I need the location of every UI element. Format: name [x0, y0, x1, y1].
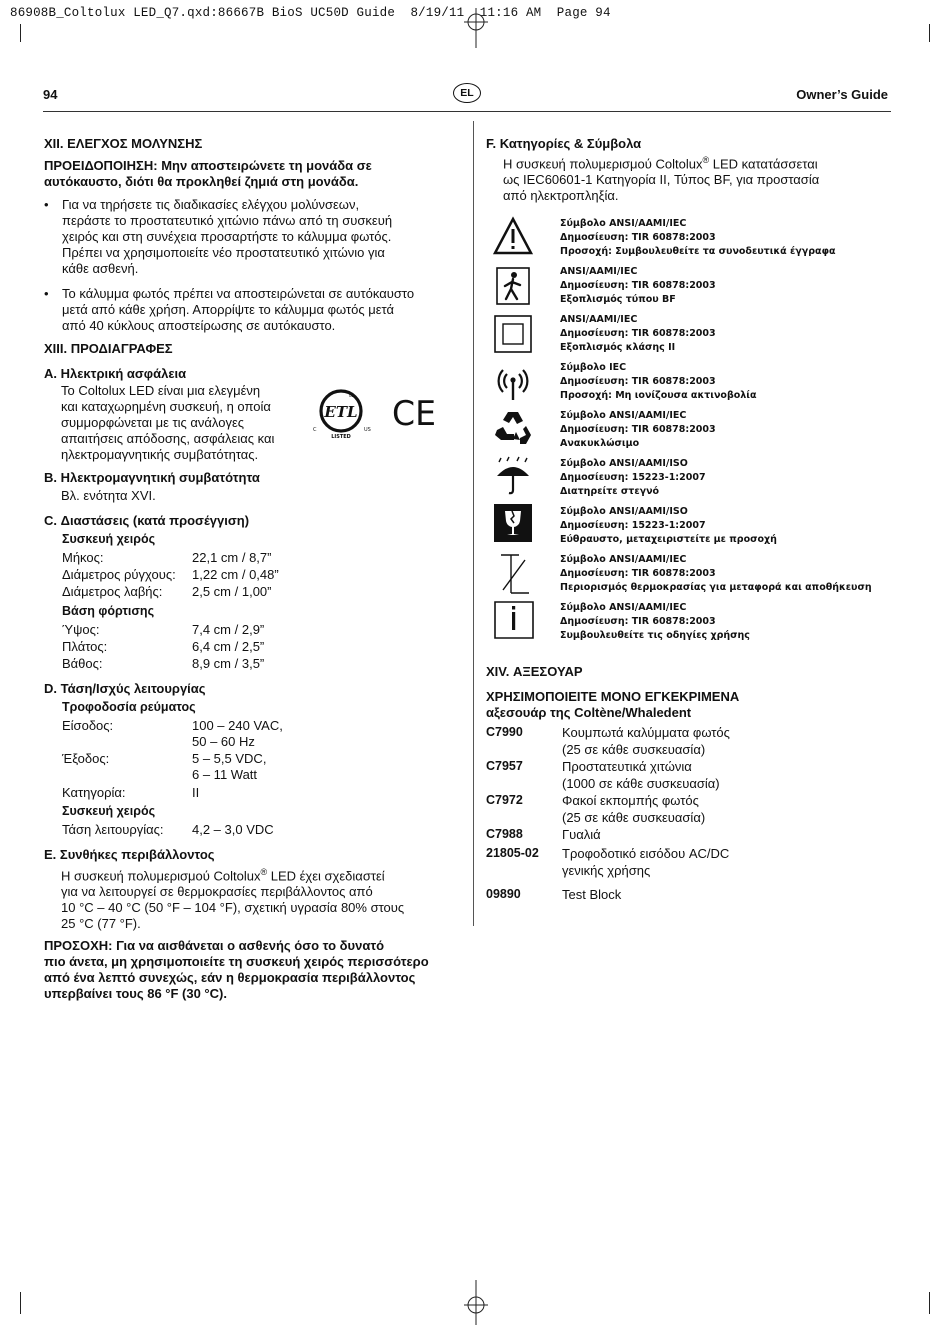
column-divider: [473, 121, 474, 926]
accessories-subtitle: ΧΡΗΣΙΜΟΠΟΙΕΙΤΕ ΜΟΝΟ ΕΓΚΕΚΡΙΜΕΝΑ: [486, 689, 740, 704]
symbol-caption: ANSI/AAMI/IEC Δημοσίευση: TIR 60878:2003 Εξοπλισμός τύπου BF: [560, 266, 716, 305]
spec-label: Είσοδος:: [62, 718, 114, 733]
warning-triangle-icon: [493, 216, 533, 256]
spec-label: Έξοδος:: [62, 751, 110, 766]
warning-line: ΠΡΟΕΙΔΟΠΟΙΗΣΗ: Μην αποστειρώνετε τη μονάδα σε: [44, 158, 372, 173]
spec-label: Κατηγορία:: [62, 785, 126, 800]
etl-tiny-text: us: [349, 393, 354, 398]
environment-text: Η συσκευή πολυμερισμού Coltolux® LED έχει σχεδιαστεί για να λειτουργεί σε θερμοκρασίες περιβάλλοντος από 10 °C – 40 °C (50 °F – 104 °F), σχετική υγρασία 80% στους 25 °C (77 °F).: [61, 867, 405, 932]
file-slug: 86908B_Coltolux LED_Q7.qxd:86667B BioS UC50D Guide 8/19/11 11:16 AM Page 94: [10, 6, 611, 20]
accessory-description: Test Block: [562, 887, 622, 902]
accessory-code: C7988: [486, 827, 523, 841]
handpiece-subtitle: Συσκευή χειρός: [62, 532, 156, 546]
etl-us-text: US: [364, 427, 371, 433]
spec-value: II: [192, 785, 200, 800]
classification-text: Η συσκευή πολυμερισμού Coltolux® LED κατατάσσεται ως IEC60601-1 Κατηγορία II, Τύπος BF, για προστασία από ηλεκτροπληξία.: [503, 155, 820, 204]
language-badge: EL: [453, 83, 481, 103]
section-a-title: A. Ηλεκτρική ασφάλεια: [44, 366, 187, 381]
emc-reference: Βλ. ενότητα XVI.: [61, 488, 156, 503]
accessory-code: 21805-02: [486, 846, 539, 860]
etl-listed-text: LISTED: [331, 434, 351, 440]
accessories-subtitle: αξεσουάρ της Coltène/Whaledent: [486, 705, 692, 720]
etl-listed-mark-icon: [309, 385, 373, 441]
crop-mark: [929, 1292, 930, 1314]
spec-label: Διάμετρος ρύγχους:: [62, 567, 176, 582]
accessory-code: C7972: [486, 793, 523, 807]
power-supply-subtitle: Τροφοδοσία ρεύματος: [62, 700, 196, 714]
section-f-title: F. Κατηγορίες & Σύμβολα: [486, 136, 642, 151]
spec-value: 7,4 cm / 2,9”: [192, 622, 265, 637]
spec-label: Μήκος:: [62, 550, 104, 565]
symbol-caption: Σύμβολο ANSI/AAMI/IEC Δημοσίευση: TIR 60878:2003 Προσοχή: Συμβουλευθείτε τα συνοδευτικά έγγραφα: [560, 218, 836, 257]
spec-value: 2,5 cm / 1,00”: [192, 584, 272, 599]
section-c-title: C. Διαστάσεις (κατά προσέγγιση): [44, 513, 250, 528]
spec-value: 50 – 60 Hz: [192, 734, 255, 749]
section-12-title: XII. ΕΛΕΓΧΟΣ ΜΟΛΥΝΣΗΣ: [44, 136, 203, 151]
warning-line: αυτόκαυστο, διότι θα προκληθεί ζημιά στη μονάδα.: [44, 174, 359, 189]
accessory-description: Προστατευτικά χιτώνια (1000 σε κάθε συσκευασία): [562, 759, 720, 791]
spec-value: 5 – 5,5 VDC,: [192, 751, 267, 766]
accessory-code: C7957: [486, 759, 523, 773]
base-subtitle: Βάση φόρτισης: [62, 604, 155, 618]
section-14-title: XIV. ΑΞΕΣΟΥΑΡ: [486, 664, 583, 679]
handpiece-subtitle: Συσκευή χειρός: [62, 804, 156, 818]
section-b-title: B. Ηλεκτρομαγνητική συμβατότητα: [44, 470, 260, 485]
symbol-caption: Σύμβολο ANSI/AAMI/IEC Δημοσίευση: TIR 60878:2003 Συμβουλευθείτε τις οδηγίες χρήσης: [560, 602, 750, 641]
header-rule: [43, 111, 891, 112]
accessory-code: C7990: [486, 725, 523, 739]
spec-value: 100 – 240 VAC,: [192, 718, 283, 733]
registration-mark-icon: [462, 8, 490, 48]
fragile-glass-icon: [493, 503, 533, 543]
section-e-title: E. Συνθήκες περιβάλλοντος: [44, 847, 215, 862]
symbol-caption: Σύμβολο ANSI/AAMI/ISO Δημοσίευση: 15223-1:2007 Εύθραυστο, μεταχειριστείτε με προσοχή: [560, 506, 777, 545]
list-item: • Για να τηρήσετε τις διαδικασίες ελέγχου μολύνσεων, περάστε το προστατευτικό χιτώνιο πάνω από τη συσκευή χειρός και στη συνέχεια προσαρτήστε το κάλυμμα φωτός. Πρέπει να χρησιμοποιείτε νέο προστατευτικό χιτώνιο για κάθε ασθενή.: [44, 197, 464, 277]
accessory-description: Κουμπωτά καλύμματα φωτός (25 σε κάθε συσκευασία): [562, 725, 730, 757]
section-13-title: XIII. ΠΡΟΔΙΑΓΡΑΦΕΣ: [44, 341, 173, 356]
etl-c-text: C: [313, 427, 317, 433]
temperature-limit-icon: [493, 552, 533, 596]
ce-text: CE: [392, 396, 436, 428]
symbol-caption: Σύμβολο ANSI/AAMI/IEC Δημοσίευση: TIR 60878:2003 Περιορισμός θερμοκρασίας για μεταφορά και αποθήκευση: [560, 554, 872, 593]
caution-note: ΠΡΟΣΟΧΗ: Για να αισθάνεται ο ασθενής όσο το δυνατό πιο άνετα, μη χρησιμοποιείτε τη συσκευή χειρός περισσότερο από ένα λεπτό συνεχώς, εάν η θερμοκρασία περιβάλλοντος υπερβαίνει τους 86 °F (30 °C).: [44, 938, 429, 1001]
spec-value: 8,9 cm / 3,5”: [192, 656, 265, 671]
recycle-icon: [493, 408, 533, 448]
spec-label: Ύψος:: [62, 622, 100, 637]
keep-dry-umbrella-icon: [493, 456, 533, 496]
electrical-safety-text: Το Coltolux LED είναι μια ελεγμένη και καταχωρημένη συσκευή, η οποία συμμορφώνεται με τις ανάλογες απαιτήσεις απόδοσης, ασφάλειας και ηλεκτρομαγνητικής συμβατότητας.: [61, 383, 275, 462]
accessory-description: Τροφοδοτικό εισόδου AC/DC γενικής χρήσης: [562, 846, 730, 878]
accessory-description: Φακοί εκπομπής φωτός (25 σε κάθε συσκευασία): [562, 793, 706, 825]
symbol-caption: Σύμβολο ANSI/AAMI/ISO Δημοσίευση: 15223-1:2007 Διατηρείτε στεγνό: [560, 458, 706, 497]
etl-text: ETL: [324, 403, 358, 421]
spec-value: 4,2 – 3,0 VDC: [192, 822, 274, 837]
guide-title: Owner’s Guide: [796, 87, 888, 102]
spec-label: Διάμετρος λαβής:: [62, 584, 163, 599]
list-item: • Το κάλυμμα φωτός πρέπει να αποστειρώνεται σε αυτόκαυστο μετά από κάθε χρήση. Απορρίψτε το κάλυμμα φωτός μετά από 40 κύκλους αποστείρωσης σε αυτόκαυστο.: [44, 286, 464, 334]
symbol-caption: ANSI/AAMI/IEC Δημοσίευση: TIR 60878:2003 Εξοπλισμός κλάσης II: [560, 314, 716, 353]
registration-mark-icon: [462, 1280, 490, 1325]
page-number: 94: [43, 87, 58, 102]
section-d-title: D. Τάση/Ισχύς λειτουργίας: [44, 681, 206, 696]
crop-mark: [929, 24, 930, 42]
crop-mark: [20, 1292, 21, 1314]
spec-value: 22,1 cm / 8,7”: [192, 550, 272, 565]
consult-instructions-info-icon: [493, 600, 535, 640]
spec-label: Πλάτος:: [62, 639, 108, 654]
spec-value: 1,22 cm / 0,48”: [192, 567, 279, 582]
non-ionizing-radiation-icon: [493, 362, 533, 402]
spec-label: Τάση λειτουργίας:: [62, 822, 164, 837]
infection-control-list: [44, 197, 464, 343]
spec-value: 6 – 11 Watt: [192, 767, 258, 782]
crop-mark: [20, 24, 21, 42]
type-bf-person-icon: [493, 266, 533, 306]
accessory-description: Γυαλιά: [562, 827, 601, 842]
accessory-code: 09890: [486, 887, 521, 901]
symbol-caption: Σύμβολο IEC Δημοσίευση: TIR 60878:2003 Προσοχή: Μη ιονίζουσα ακτινοβολία: [560, 362, 757, 401]
spec-value: 6,4 cm / 2,5”: [192, 639, 265, 654]
symbol-caption: Σύμβολο ANSI/AAMI/IEC Δημοσίευση: TIR 60878:2003 Ανακυκλώσιμο: [560, 410, 716, 449]
spec-label: Βάθος:: [62, 656, 103, 671]
class-ii-double-square-icon: [493, 314, 533, 354]
ce-mark-icon: [390, 396, 438, 428]
